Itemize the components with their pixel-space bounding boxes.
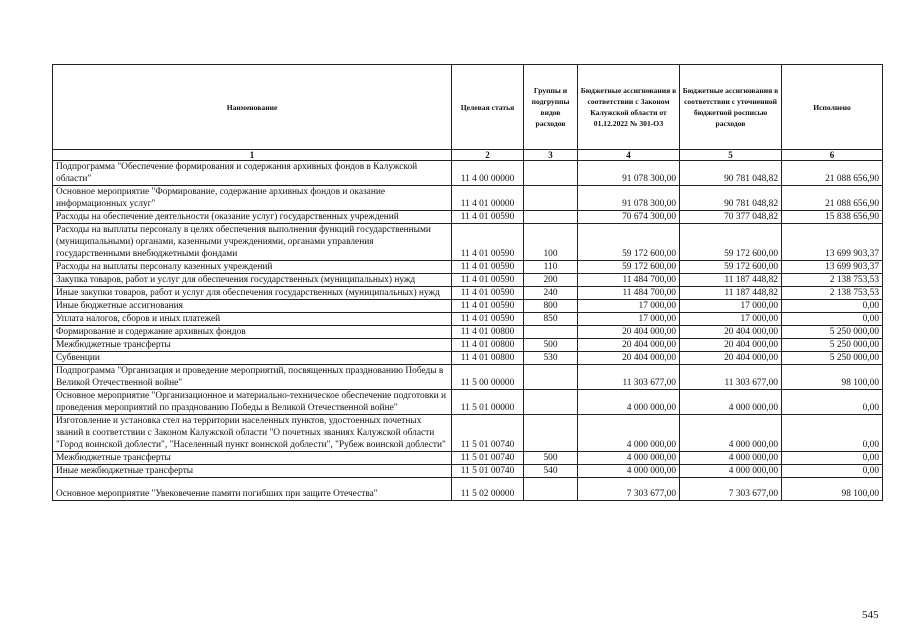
table-row [53,313,883,326]
budget-table-sheet [52,64,883,501]
row-group-cell [524,326,578,339]
row-assigned-list-cell: 59 172 600,00 [680,224,782,261]
row-assigned-list-cell: 20 404 000,00 [680,326,782,339]
row-group-cell [524,161,578,186]
row-executed-cell: 2 138 753,53 [782,287,883,300]
table-row [53,261,883,274]
row-target-cell: 11 4 01 00590 [452,287,524,300]
row-executed-cell: 0,00 [782,452,883,465]
table-row [53,186,883,211]
row-name-cell: Уплата налогов, сборов и иных платежей [53,313,452,326]
row-executed-cell: 0,00 [782,415,883,452]
row-assigned-list-cell: 4 000 000,00 [680,465,782,478]
table-row [53,211,883,224]
row-name-cell: Основное мероприятие "Увековечение памяти погибших при защите Отечества" [53,478,452,501]
row-assigned-list-cell: 20 404 000,00 [680,352,782,365]
row-name-cell: Межбюджетные трансферты [53,452,452,465]
row-group-cell: 850 [524,313,578,326]
row-assigned-list-cell: 4 000 000,00 [680,390,782,415]
row-group-cell [524,211,578,224]
col-number: 1 [53,150,452,161]
row-group-cell [524,415,578,452]
row-executed-cell: 21 088 656,90 [782,161,883,186]
col-number: 5 [680,150,782,161]
page-number: 545 [862,609,879,621]
row-assigned-law-cell: 59 172 600,00 [578,224,680,261]
header-assigned-law: Бюджетные ассигнования в соответствии с Законом Калужской области от 01.12.2022 № 301-ОЗ [578,65,680,150]
row-target-cell: 11 4 01 00590 [452,300,524,313]
budget-table [52,64,883,501]
col-number: 4 [578,150,680,161]
row-name-cell: Формирование и содержание архивных фондов [53,326,452,339]
row-name-cell: Основное мероприятие "Формирование, содержание архивных фондов и оказание информационных услуг" [53,186,452,211]
row-group-cell: 240 [524,287,578,300]
row-name-cell: Межбюджетные трансферты [53,339,452,352]
row-assigned-list-cell: 11 303 677,00 [680,365,782,390]
row-target-cell: 11 5 01 00740 [452,415,524,452]
header-executed: Исполнено [782,65,883,150]
table-row [53,274,883,287]
row-executed-cell: 0,00 [782,313,883,326]
row-assigned-list-cell: 70 377 048,82 [680,211,782,224]
row-target-cell: 11 4 01 00800 [452,352,524,365]
row-assigned-law-cell: 20 404 000,00 [578,352,680,365]
row-assigned-law-cell: 4 000 000,00 [578,452,680,465]
row-assigned-list-cell: 11 187 448,82 [680,287,782,300]
row-name-cell: Расходы на обеспечение деятельности (оказание услуг) государственных учреждений [53,211,452,224]
table-row [53,478,883,501]
table-row [53,287,883,300]
table-row [53,452,883,465]
table-row [53,224,883,261]
row-assigned-list-cell: 7 303 677,00 [680,478,782,501]
row-assigned-law-cell: 4 000 000,00 [578,415,680,452]
row-assigned-law-cell: 11 484 700,00 [578,287,680,300]
table-row [53,465,883,478]
row-group-cell: 500 [524,339,578,352]
row-target-cell: 11 5 00 00000 [452,365,524,390]
header-assigned-list: Бюджетные ассигнования в соответствии с уточненной бюджетной росписью расходов [680,65,782,150]
row-group-cell: 800 [524,300,578,313]
column-number-row [53,150,883,161]
row-group-cell: 200 [524,274,578,287]
row-executed-cell: 2 138 753,53 [782,274,883,287]
row-group-cell: 500 [524,452,578,465]
row-assigned-list-cell: 17 000,00 [680,300,782,313]
row-target-cell: 11 4 01 00590 [452,274,524,287]
row-assigned-law-cell: 17 000,00 [578,300,680,313]
row-name-cell: Закупка товаров, работ и услуг для обеспечения государственных (муниципальных) нужд [53,274,452,287]
row-assigned-list-cell: 59 172 600,00 [680,261,782,274]
row-assigned-list-cell: 90 781 048,82 [680,186,782,211]
row-assigned-law-cell: 4 000 000,00 [578,390,680,415]
table-row [53,415,883,452]
row-name-cell: Субвенции [53,352,452,365]
header-name: Наименование [53,65,452,150]
row-executed-cell: 13 699 903,37 [782,224,883,261]
table-row [53,339,883,352]
row-target-cell: 11 4 01 00590 [452,211,524,224]
row-group-cell: 100 [524,224,578,261]
row-group-cell [524,478,578,501]
table-row [53,161,883,186]
col-number: 2 [452,150,524,161]
row-executed-cell: 5 250 000,00 [782,326,883,339]
row-assigned-list-cell: 90 781 048,82 [680,161,782,186]
header-row [53,65,883,150]
row-target-cell: 11 4 01 00590 [452,313,524,326]
row-name-cell: Расходы на выплаты персоналу в целях обеспечения выполнения функций государственными (муниципальными) органами, казенными учреждениями, органами управления государственными внебюджетными фондами [53,224,452,261]
row-assigned-list-cell: 4 000 000,00 [680,415,782,452]
row-assigned-law-cell: 20 404 000,00 [578,339,680,352]
row-target-cell: 11 4 01 00800 [452,326,524,339]
row-name-cell: Иные бюджетные ассигнования [53,300,452,313]
table-row [53,300,883,313]
row-target-cell: 11 4 00 00000 [452,161,524,186]
row-assigned-list-cell: 20 404 000,00 [680,339,782,352]
row-executed-cell: 98 100,00 [782,478,883,501]
row-assigned-law-cell: 20 404 000,00 [578,326,680,339]
row-group-cell: 540 [524,465,578,478]
row-group-cell [524,390,578,415]
row-assigned-list-cell: 17 000,00 [680,313,782,326]
row-executed-cell: 15 838 656,90 [782,211,883,224]
row-assigned-list-cell: 11 187 448,82 [680,274,782,287]
row-assigned-list-cell: 4 000 000,00 [680,452,782,465]
row-target-cell: 11 5 02 00000 [452,478,524,501]
row-name-cell: Иные закупки товаров, работ и услуг для обеспечения государственных (муниципальных) нужд [53,287,452,300]
table-row [53,390,883,415]
row-target-cell: 11 4 01 00000 [452,186,524,211]
row-name-cell: Иные межбюджетные трансферты [53,465,452,478]
row-name-cell: Подпрограмма "Обеспечение формирования и содержания архивных фондов в Калужской области" [53,161,452,186]
row-group-cell [524,186,578,211]
row-name-cell: Основное мероприятие "Организационное и материально-техническое обеспечение подготовки и проведения мероприятий по празднованию Победы в Великой Отечественной войне" [53,390,452,415]
row-target-cell: 11 5 01 00740 [452,465,524,478]
row-executed-cell: 21 088 656,90 [782,186,883,211]
row-name-cell: Расходы на выплаты персоналу казенных учреждений [53,261,452,274]
row-assigned-law-cell: 4 000 000,00 [578,465,680,478]
col-number: 3 [524,150,578,161]
row-group-cell: 530 [524,352,578,365]
table-row [53,352,883,365]
row-group-cell [524,365,578,390]
row-assigned-law-cell: 7 303 677,00 [578,478,680,501]
row-assigned-law-cell: 70 674 300,00 [578,211,680,224]
row-executed-cell: 98 100,00 [782,365,883,390]
col-number: 6 [782,150,883,161]
row-assigned-law-cell: 91 078 300,00 [578,186,680,211]
row-executed-cell: 5 250 000,00 [782,339,883,352]
row-executed-cell: 0,00 [782,465,883,478]
row-target-cell: 11 4 01 00800 [452,339,524,352]
row-assigned-law-cell: 59 172 600,00 [578,261,680,274]
row-target-cell: 11 4 01 00590 [452,261,524,274]
row-executed-cell: 13 699 903,37 [782,261,883,274]
row-group-cell: 110 [524,261,578,274]
row-target-cell: 11 5 01 00740 [452,452,524,465]
row-target-cell: 11 4 01 00590 [452,224,524,261]
header-group: Группы и подгруппы видов расходов [524,65,578,150]
table-row [53,365,883,390]
row-assigned-law-cell: 17 000,00 [578,313,680,326]
table-row [53,326,883,339]
row-assigned-law-cell: 91 078 300,00 [578,161,680,186]
header-target: Целевая статья [452,65,524,150]
row-target-cell: 11 5 01 00000 [452,390,524,415]
row-executed-cell: 5 250 000,00 [782,352,883,365]
row-assigned-law-cell: 11 484 700,00 [578,274,680,287]
row-executed-cell: 0,00 [782,300,883,313]
row-assigned-law-cell: 11 303 677,00 [578,365,680,390]
row-name-cell: Подпрограмма "Организация и проведение мероприятий, посвященных празднованию Победы в Великой Отечественной войне" [53,365,452,390]
row-name-cell: Изготовление и установка стел на территории населенных пунктов, удостоенных почетных званий в соответствии с Законом Калужской области "О почетных званиях Калужской области "Город воинской доблести", "Населенный пункт воинской доблести", "Рубеж воинской доблести" [53,415,452,452]
row-executed-cell: 0,00 [782,390,883,415]
